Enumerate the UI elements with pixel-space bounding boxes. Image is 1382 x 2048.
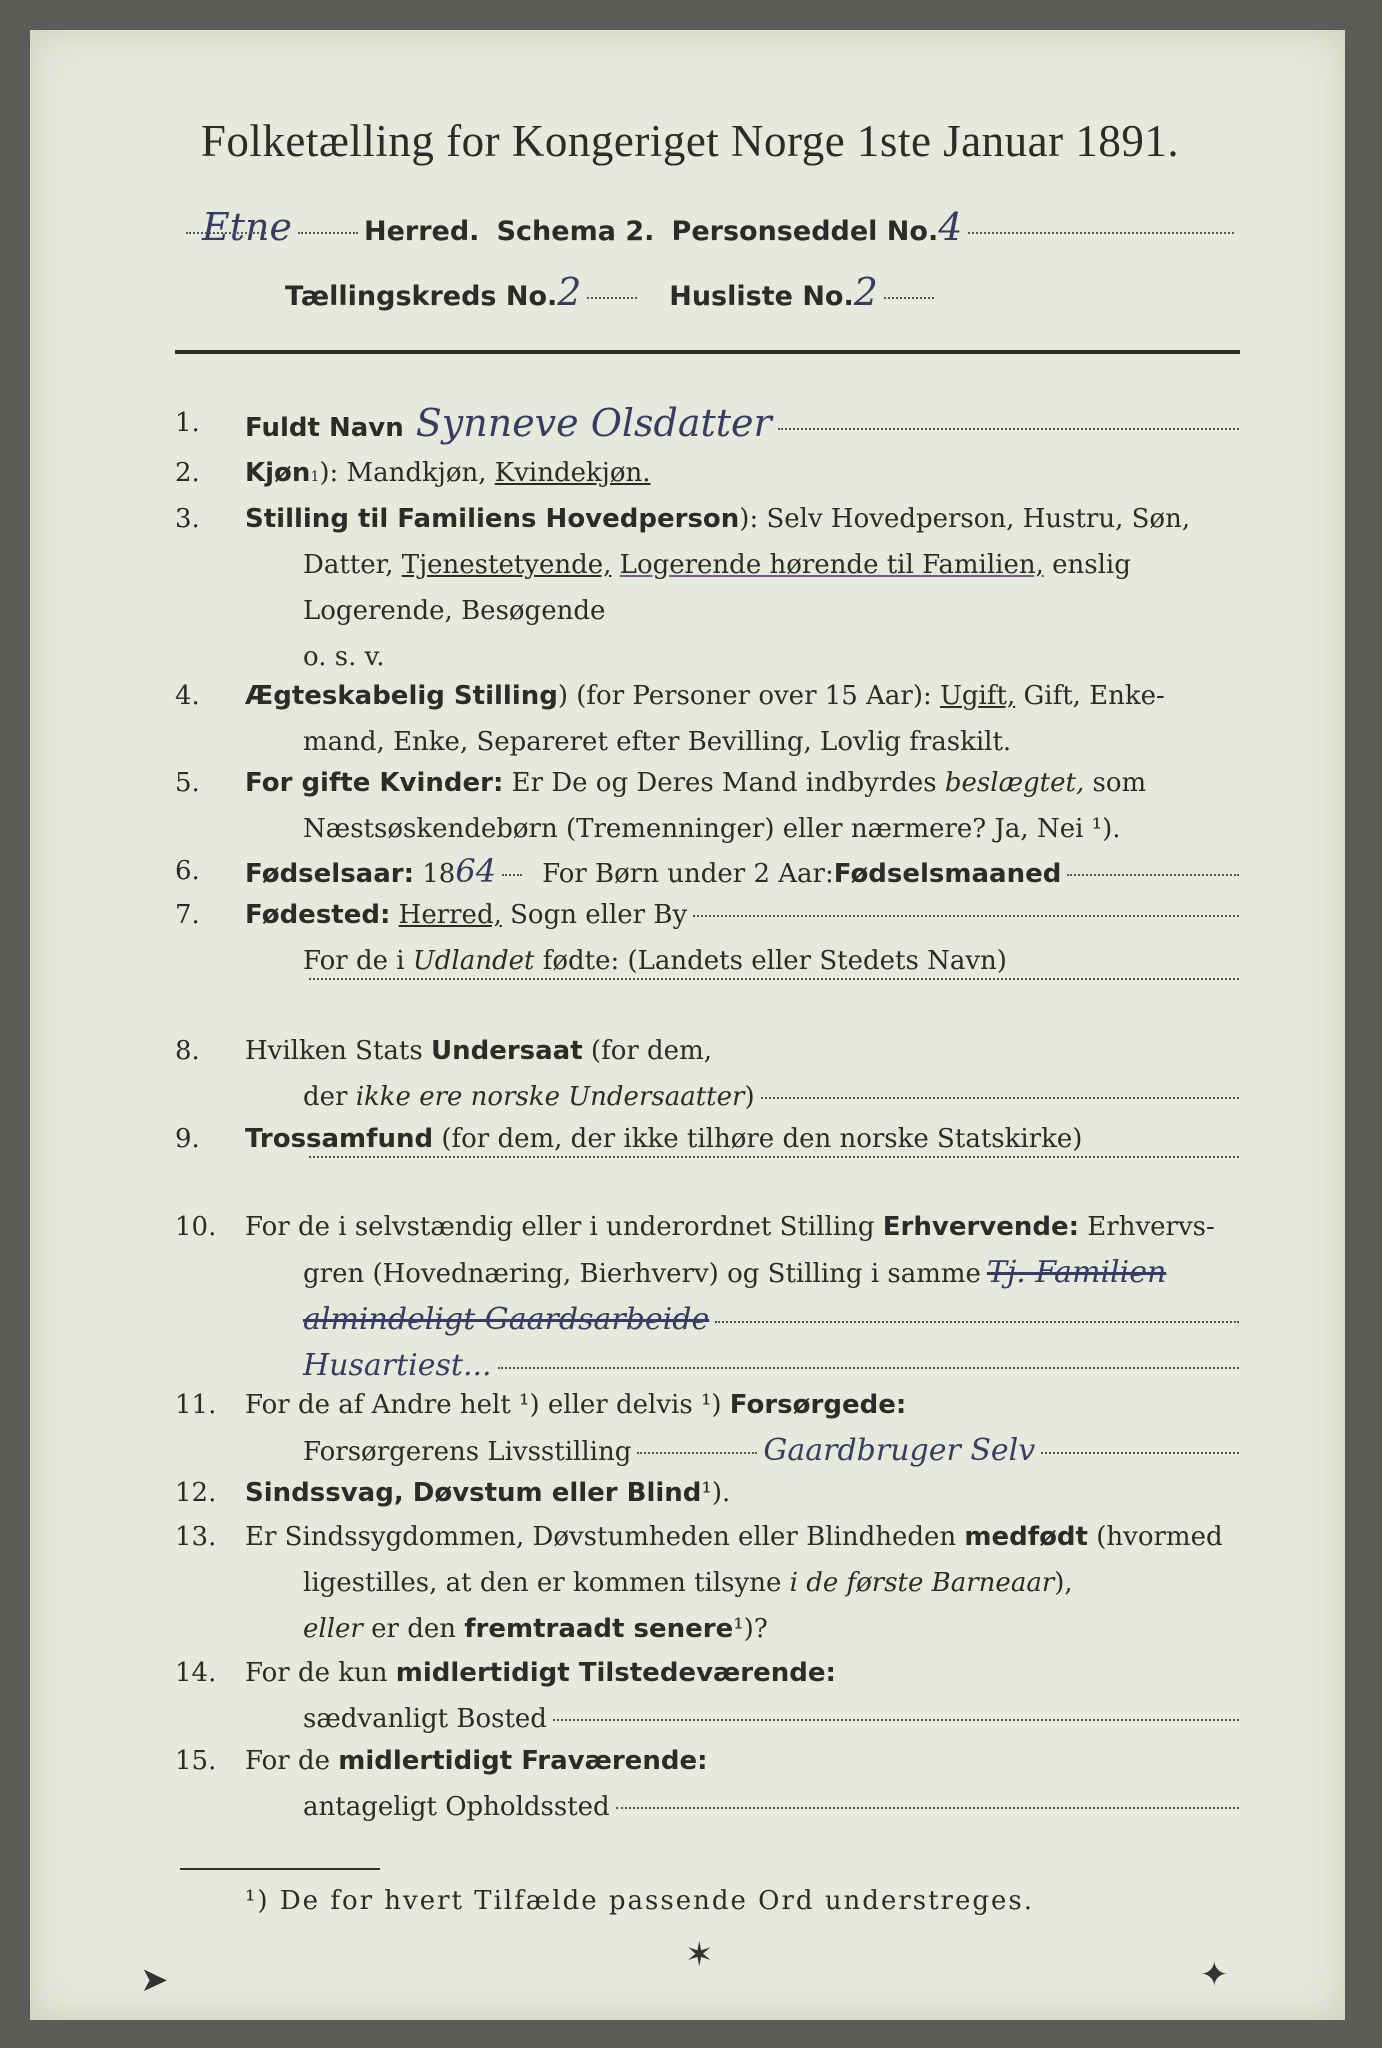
- dotted-fill: [186, 232, 266, 234]
- dotted-fill: [761, 1097, 1239, 1099]
- item-number: 6.: [175, 856, 200, 886]
- personseddel-value: 4: [938, 205, 963, 249]
- dotted-fill: [968, 232, 1234, 234]
- dotted-fill: [309, 1156, 1239, 1158]
- temporary-absent-label: midlertidigt Fraværende:: [338, 1746, 708, 1776]
- question-text: gren (Hovednæring, Bierhverv) og Stilling i samme: [303, 1259, 981, 1289]
- option-text: Sogn eller By: [501, 900, 688, 930]
- option-text: Datter,: [303, 550, 402, 580]
- question-text: eller: [303, 1614, 363, 1644]
- question-text: Er Sindssygdommen, Døvstumheden eller Blindheden: [245, 1522, 965, 1552]
- schema-label: Schema 2.: [496, 216, 655, 247]
- dotted-fill: [1041, 1452, 1239, 1454]
- congenital-label: medfødt: [964, 1522, 1088, 1552]
- dotted-fill: [778, 428, 1239, 430]
- option-text: Logerende, Besøgende: [303, 596, 606, 626]
- question-text: Er De og Deres Mand indbyrdes: [503, 768, 945, 798]
- gender-label: Kjøn: [245, 458, 311, 488]
- dotted-fill: [715, 1321, 1239, 1323]
- citizenship-label: Undersaat: [430, 1036, 583, 1066]
- item-number: 10.: [175, 1212, 217, 1242]
- census-form-sheet: [30, 30, 1345, 2020]
- option-selected: Herred,: [398, 900, 502, 930]
- option-text: [611, 542, 619, 588]
- item-number: 2.: [175, 458, 200, 488]
- husliste-label: Husliste No.: [669, 281, 854, 312]
- taellingskreds-line: [285, 270, 1105, 314]
- question-text: der: [303, 1082, 356, 1112]
- question-text: ligestilles, at den er kommen tilsyne: [303, 1568, 790, 1598]
- dotted-fill: [553, 1719, 1239, 1721]
- option-text: o. s. v.: [303, 642, 385, 672]
- footnote-mark: 1: [310, 469, 320, 485]
- herred-label: Herred.: [363, 216, 480, 247]
- dotted-fill: [693, 915, 1239, 917]
- question-text: For de af Andre helt ¹) eller delvis ¹): [245, 1390, 730, 1420]
- option-text: Gift, Enke-: [1015, 681, 1165, 711]
- herred-value: Etne: [202, 205, 292, 249]
- question-text: For Børn under 2 Aar:: [542, 859, 834, 889]
- item-number: 7.: [175, 900, 200, 930]
- question-text: ): [744, 1082, 755, 1112]
- dotted-fill: [616, 1807, 1239, 1809]
- birth-year-value: 64: [455, 852, 497, 890]
- question-text: (for dem, der ikke tilhøre den norske Statskirke): [433, 1124, 1083, 1154]
- question-text: Hvilken Stats: [245, 1036, 431, 1066]
- question-text: Erhvervs-: [1079, 1212, 1215, 1242]
- taellingskreds-label: Tællingskreds No.: [285, 281, 558, 312]
- question-text: Næstsøskendebørn (Tremenninger) eller nærmere? Ja, Nei ¹).: [303, 814, 1121, 844]
- occupation-value-struck: Tj. Familien: [986, 1255, 1167, 1290]
- disability-label: Sindssvag, Døvstum eller Blind: [245, 1478, 702, 1508]
- option-underlined: Logerende hørende til Familien,: [619, 550, 1044, 580]
- full-name-label: Fuldt Navn: [245, 413, 404, 443]
- header-divider: [175, 350, 1240, 354]
- footnote: ¹) De for hvert Tilfælde passende Ord understreges.: [245, 1886, 1035, 1916]
- taellingskreds-value: 2: [557, 270, 582, 314]
- question-text: (hvormed: [1087, 1522, 1223, 1552]
- dotted-fill: [498, 1367, 1239, 1369]
- option-text: mand, Enke, Separeret efter Bevilling, Lovlig fraskilt.: [303, 727, 1012, 757]
- dotted-fill: [502, 874, 522, 876]
- question-text: er den: [362, 1614, 465, 1644]
- question-text: beslægtet,: [944, 768, 1085, 798]
- question-text: Forsørgerens Livsstilling: [303, 1437, 632, 1467]
- question-text: Udlandet: [412, 946, 535, 976]
- item-number: 4.: [175, 681, 200, 711]
- registration-mark-icon: ✶: [685, 1935, 714, 1975]
- option-selected: Tjenestetyende,: [401, 550, 612, 580]
- item-number: 11.: [175, 1390, 217, 1420]
- question-text: (for dem,: [582, 1036, 712, 1066]
- occupation-label: Erhvervende:: [882, 1212, 1080, 1242]
- dotted-fill: [298, 232, 358, 234]
- registration-mark-icon: ✦: [1200, 1955, 1229, 1995]
- question-text: ikke ere norske Undersaatter: [355, 1082, 745, 1112]
- registration-mark-icon: ➤: [140, 1960, 169, 2000]
- question-text: For de: [245, 1746, 339, 1776]
- question-text: fødte: (Landets eller Stedets Navn): [534, 946, 1007, 976]
- occupation-value: Husartiest...: [303, 1348, 492, 1383]
- family-position-label: Stilling til Familiens Hovedperson: [245, 504, 740, 534]
- question-text: ¹)?: [733, 1614, 768, 1644]
- item-number: 8.: [175, 1036, 200, 1066]
- birthplace-label: Fødested:: [245, 900, 391, 930]
- personseddel-label: Personseddel No.: [671, 216, 939, 247]
- question-text: For de kun: [245, 1658, 396, 1688]
- dotted-fill: [587, 297, 637, 299]
- question-text: For de i selvstændig eller i underordnet Stilling: [245, 1212, 883, 1242]
- option-selected: Ugift,: [940, 681, 1016, 711]
- item-number: 13.: [175, 1522, 217, 1552]
- item-number: 1.: [175, 408, 200, 438]
- occupation-value-struck: almindeligt Gaardsarbeide: [303, 1302, 710, 1337]
- dotted-fill: [637, 1452, 757, 1454]
- footnote-divider: [180, 1868, 380, 1870]
- husliste-value: 2: [853, 270, 878, 314]
- item-number: 14.: [175, 1658, 217, 1688]
- question-text: antageligt Opholdssted: [303, 1792, 610, 1822]
- item-number: 9.: [175, 1124, 200, 1154]
- question-text: For de i: [303, 946, 413, 976]
- gender-selected: Kvindekjøn.: [494, 458, 651, 488]
- birth-month-label: Fødselsmaaned: [833, 859, 1062, 889]
- question-text: sædvanligt Bosted: [303, 1704, 547, 1734]
- full-name-value: Synneve Olsdatter: [415, 401, 772, 445]
- item-number: 5.: [175, 768, 200, 798]
- dotted-fill: [1067, 874, 1239, 876]
- question-text: ¹).: [701, 1478, 731, 1508]
- family-position-options: ): Selv Hovedperson, Hustru, Søn,: [739, 504, 1191, 534]
- dotted-fill: [309, 978, 1239, 980]
- item-number: 3.: [175, 504, 200, 534]
- dotted-fill: [884, 297, 934, 299]
- provider-occupation-value: Gaardbruger Selv: [763, 1433, 1036, 1468]
- option-text: enslig: [1043, 550, 1131, 580]
- option-text: ) (for Personer over 15 Aar):: [557, 681, 940, 711]
- marital-status-label: Ægteskabelig Stilling: [245, 681, 558, 711]
- married-women-label: For gifte Kvinder:: [245, 768, 504, 798]
- dependents-label: Forsørgede:: [729, 1390, 907, 1420]
- question-text: i de første Barneaar: [789, 1568, 1055, 1598]
- birth-year-prefix: 18: [414, 859, 456, 889]
- gender-options: ): Mandkjøn,: [319, 458, 495, 488]
- item-number: 15.: [175, 1746, 217, 1776]
- temporary-present-label: midlertidigt Tilstedeværende:: [395, 1658, 836, 1688]
- birth-year-label: Fødselsaar:: [245, 859, 414, 889]
- form-title: Folketælling for Kongeriget Norge 1ste Januar 1891.: [200, 116, 1180, 166]
- religion-label: Trossamfund: [245, 1124, 434, 1154]
- question-text: som: [1084, 768, 1147, 798]
- herred-line: [180, 205, 1240, 249]
- later-onset-label: fremtraadt senere: [464, 1614, 734, 1644]
- item-number: 12.: [175, 1478, 217, 1508]
- question-text: ),: [1054, 1568, 1073, 1598]
